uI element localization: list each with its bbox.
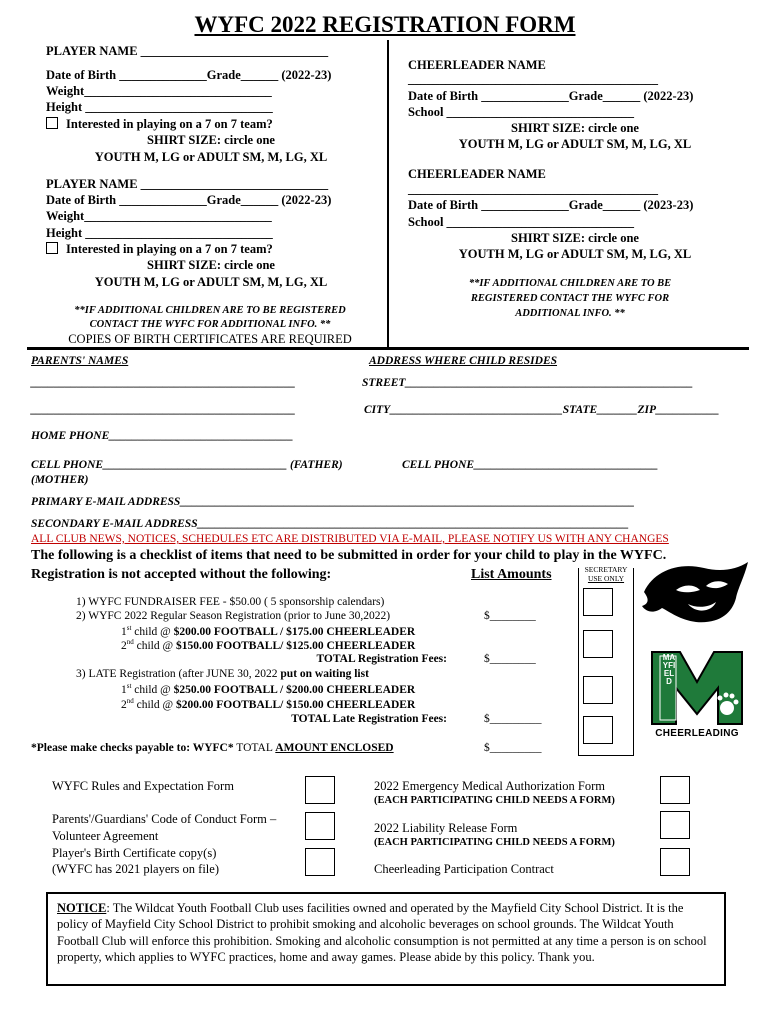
player1-shirt-label: SHIRT SIZE: circle one xyxy=(147,133,275,147)
amount-field-1[interactable]: $________ xyxy=(484,610,536,622)
street-field[interactable]: STREET__________________________________________________ xyxy=(362,377,693,389)
secretary-checkbox-2[interactable] xyxy=(583,630,613,658)
cheer2-shirt-sizes[interactable]: YOUTH M, LG or ADULT SM, M, LG, XL xyxy=(458,247,692,261)
right-additional-note-l3: ADDITIONAL INFO. ** xyxy=(515,308,625,319)
mother-label: (MOTHER) xyxy=(31,474,89,486)
cheer2-school-field[interactable]: School ______________________________ xyxy=(408,215,635,229)
form-birth-copy-checkbox[interactable] xyxy=(305,848,335,876)
form-birth-copy-label: Player's Birth Certificate copy(s) xyxy=(52,846,217,860)
wildcat-logo xyxy=(640,562,750,626)
player1-shirt-sizes[interactable]: YOUTH M, LG or ADULT SM, M, LG, XL xyxy=(94,150,328,164)
player2-height-field[interactable]: Height ______________________________ xyxy=(46,226,273,240)
secretary-checkbox-4[interactable] xyxy=(583,716,613,744)
item-late-first-child: 1st child @ $250.00 FOOTBALL / $200.00 CHEERLEADER xyxy=(121,682,416,696)
item-late-second-child: 2nd child @ $200.00 FOOTBALL/ $150.00 CHEERLEADER xyxy=(121,697,416,711)
player2-dob-field[interactable]: Date of Birth ______________Grade______ (2022-23) xyxy=(46,193,332,207)
player2-interest-row xyxy=(46,242,273,257)
left-additional-note-l1: **IF ADDITIONAL CHILDREN ARE TO BE REGISTERED xyxy=(74,305,346,316)
amount-enclosed-field[interactable]: $_________ xyxy=(484,742,542,754)
cheer1-shirt-sizes[interactable]: YOUTH M, LG or ADULT SM, M, LG, XL xyxy=(458,137,692,151)
checklist-subheading: Registration is not accepted without the following: xyxy=(31,567,332,582)
form-wyfc-has-label: (WYFC has 2021 players on file) xyxy=(52,862,219,876)
cheer2-dob-field[interactable]: Date of Birth ______________Grade______ (2023-23) xyxy=(408,198,694,212)
amount-field-3[interactable]: $_________ xyxy=(484,713,542,725)
secretary-checkbox-1[interactable] xyxy=(583,588,613,616)
parents-names-label: PARENTS' NAMES xyxy=(31,355,129,367)
secondary-email-field[interactable]: SECONDARY E-MAIL ADDRESS___________________________________________________________________________ xyxy=(31,518,629,530)
cheer1-name-label: CHEERLEADER NAME xyxy=(408,58,546,72)
left-additional-note-l2: CONTACT THE WYFC FOR ADDITIONAL INFO. ** xyxy=(89,319,331,330)
list-amounts-label: List Amounts xyxy=(471,567,552,582)
item-regular-registration: 2) WYFC 2022 Regular Season Registration (prior to June 30,2022) xyxy=(76,610,391,622)
cell-phone-mother-field[interactable]: CELL PHONE________________________________ xyxy=(402,459,659,471)
right-additional-note-l2: REGISTERED CONTACT THE WYFC FOR xyxy=(470,293,670,304)
item-regular-second-child: 2nd child @ $150.00 FOOTBALL/ $125.00 CHEERLEADER xyxy=(121,638,416,652)
cheer2-name-label: CHEERLEADER NAME xyxy=(408,167,546,181)
player1-height-field[interactable]: Height ______________________________ xyxy=(46,100,273,114)
primary-email-field[interactable]: PRIMARY E-MAIL ADDRESS_______________________________________________________________________________ xyxy=(31,496,635,508)
player1-interest-label: Interested in playing on a 7 on 7 team? xyxy=(66,117,273,131)
player2-shirt-sizes[interactable]: YOUTH M, LG or ADULT SM, M, LG, XL xyxy=(94,275,328,289)
right-additional-note-l1: **IF ADDITIONAL CHILDREN ARE TO BE xyxy=(468,278,672,289)
cheer2-name-field[interactable]: ________________________________________ xyxy=(408,182,658,196)
form-conduct-checkbox[interactable] xyxy=(305,812,335,840)
player1-interest-row xyxy=(46,117,273,132)
player2-7on7-checkbox[interactable] xyxy=(46,242,58,254)
cheer1-name-field[interactable]: ________________________________________ xyxy=(408,72,658,86)
birth-certificate-note: COPIES OF BIRTH CERTIFICATES ARE REQUIRED xyxy=(68,332,352,346)
cheerleading-caption: CHEERLEADING xyxy=(655,728,739,739)
player1-weight-field[interactable]: Weight______________________________ xyxy=(46,84,272,98)
cell-phone-father-field[interactable]: CELL PHONE________________________________ (FATHER) xyxy=(31,459,343,471)
form-rules-label: WYFC Rules and Expectation Form xyxy=(52,779,234,793)
player1-7on7-checkbox[interactable] xyxy=(46,117,58,129)
form-volunteer-label: Volunteer Agreement xyxy=(52,829,159,843)
form-emergency-note: (EACH PARTICIPATING CHILD NEEDS A FORM) xyxy=(374,795,615,806)
column-divider xyxy=(387,40,389,348)
form-rules-checkbox[interactable] xyxy=(305,776,335,804)
cheer1-dob-field[interactable]: Date of Birth ______________Grade______ (2022-23) xyxy=(408,89,694,103)
cheer1-shirt-label: SHIRT SIZE: circle one xyxy=(511,121,639,135)
player1-dob-field[interactable]: Date of Birth ______________Grade______ (2022-23) xyxy=(46,68,332,82)
form-emergency-checkbox[interactable] xyxy=(660,776,690,804)
city-state-zip-field[interactable]: CITY______________________________STATE_______ZIP___________ xyxy=(364,404,720,416)
secretary-checkbox-3[interactable] xyxy=(583,676,613,704)
notice-box xyxy=(46,892,726,986)
secretary-label: SECRETARY USE ONLY xyxy=(579,565,633,583)
cheer1-school-field[interactable]: School ______________________________ xyxy=(408,105,635,119)
item-late-registration: 3) LATE Registration (after JUNE 30, 2022 put on waiting list xyxy=(76,668,369,680)
player2-interest-label: Interested in playing on a 7 on 7 team? xyxy=(66,242,273,256)
notice-text: : The Wildcat Youth Football Club uses facilities owned and operated by the Mayfield City School District. It is the policy of Mayfield City School District to prohibit smoking and alcoholic beverages on school grounds. The Wildcat Youth Football Club will enforce this prohibition. Smoking and alcoholic consumption is not permitted at any time a person is on school property, which applies to WYFC practices, home and away games. Please abide by this policy. Thank you. xyxy=(57,901,707,964)
notice-label: NOTICE xyxy=(57,901,107,915)
form-cheer-contract-label: Cheerleading Participation Contract xyxy=(374,862,554,876)
form-cheer-contract-checkbox[interactable] xyxy=(660,848,690,876)
form-liability-label: 2022 Liability Release Form xyxy=(374,821,518,835)
checks-payable-line: *Please make checks payable to: WYFC* TOTAL AMOUNT ENCLOSED xyxy=(31,742,394,754)
item-fundraiser: 1) WYFC FUNDRAISER FEE - $50.00 ( 5 sponsorship calendars) xyxy=(76,596,385,608)
player2-name-field[interactable]: PLAYER NAME ______________________________ xyxy=(46,177,329,191)
item-regular-first-child: 1st child @ $200.00 FOOTBALL / $175.00 CHEERLEADER xyxy=(121,624,416,638)
form-liability-note: (EACH PARTICIPATING CHILD NEEDS A FORM) xyxy=(374,837,615,848)
mayfield-vertical-text: MAYFIELD xyxy=(662,653,676,686)
player1-name-field[interactable]: PLAYER NAME ______________________________ xyxy=(46,44,329,58)
amount-field-2[interactable]: $________ xyxy=(484,653,536,665)
mayfield-cheer-logo xyxy=(650,648,744,740)
cheer2-shirt-label: SHIRT SIZE: circle one xyxy=(511,231,639,245)
form-liability-checkbox[interactable] xyxy=(660,811,690,839)
checklist-heading: The following is a checklist of items that need to be submitted in order for your child to play in the WYFC. xyxy=(31,548,667,563)
parent1-name-field[interactable]: ______________________________________________ xyxy=(31,377,296,389)
player2-shirt-label: SHIRT SIZE: circle one xyxy=(147,258,275,272)
form-conduct-label: Parents'/Guardians' Code of Conduct Form – xyxy=(52,812,277,826)
player2-weight-field[interactable]: Weight______________________________ xyxy=(46,209,272,223)
total-late-label: TOTAL Late Registration Fees: xyxy=(291,713,447,725)
form-emergency-label: 2022 Emergency Medical Authorization Form xyxy=(374,779,605,793)
address-label: ADDRESS WHERE CHILD RESIDES xyxy=(369,355,558,367)
home-phone-field[interactable]: HOME PHONE________________________________ xyxy=(31,430,294,442)
parent2-name-field[interactable]: ______________________________________________ xyxy=(31,404,296,416)
email-notice: ALL CLUB NEWS, NOTICES, SCHEDULES ETC ARE DISTRIBUTED VIA E-MAIL, PLEASE NOTIFY US WITH ANY CHANGES xyxy=(31,533,669,545)
total-registration-label: TOTAL Registration Fees: xyxy=(316,653,447,665)
page-title: WYFC 2022 REGISTRATION FORM xyxy=(194,12,576,37)
section-divider xyxy=(27,347,749,350)
